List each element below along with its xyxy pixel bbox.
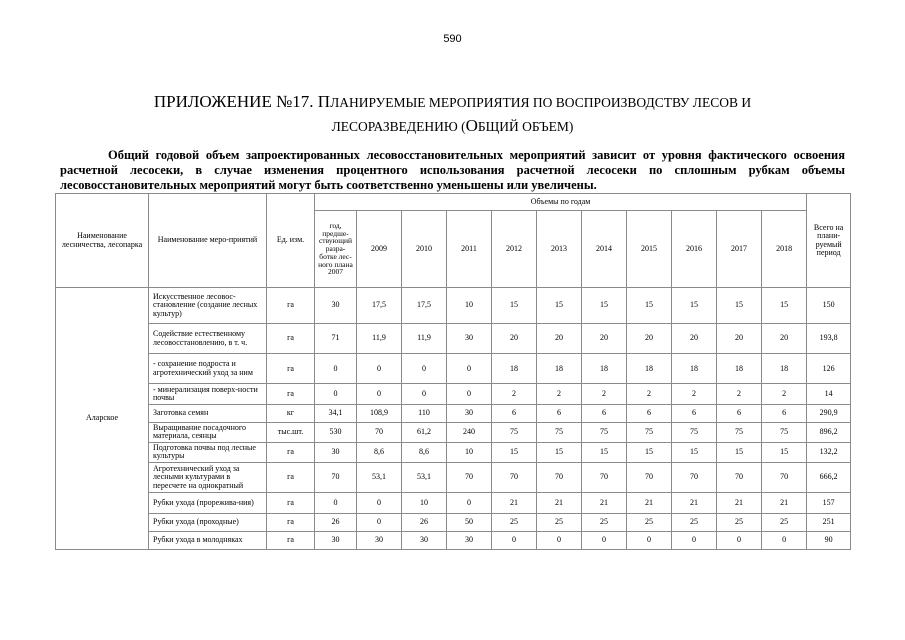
- header-year-2014: 2014: [582, 211, 627, 288]
- table-row: [56, 514, 851, 532]
- activity-cell: Подготовка почвы под лесные культуры: [149, 442, 267, 462]
- year-value-cell: 30: [402, 531, 447, 549]
- year-value-cell: 70: [492, 462, 537, 492]
- unit-cell: га: [267, 462, 315, 492]
- unit-cell: га: [267, 531, 315, 549]
- prev-year-cell: 30: [315, 531, 357, 549]
- unit-cell: тыс.шт.: [267, 422, 315, 442]
- year-value-cell: 21: [672, 492, 717, 513]
- reforestation-table: [55, 193, 851, 550]
- year-value-cell: 25: [672, 514, 717, 532]
- year-value-cell: 15: [492, 442, 537, 462]
- year-value-cell: 11,9: [357, 323, 402, 353]
- table-row: [56, 422, 851, 442]
- header-year-2016: 2016: [672, 211, 717, 288]
- year-value-cell: 75: [627, 422, 672, 442]
- year-value-cell: 17,5: [357, 288, 402, 324]
- year-value-cell: 0: [672, 531, 717, 549]
- year-value-cell: 15: [672, 288, 717, 324]
- prev-year-cell: 30: [315, 288, 357, 324]
- year-value-cell: 18: [672, 354, 717, 384]
- table-row: [56, 462, 851, 492]
- total-cell: 90: [807, 531, 851, 549]
- unit-cell: га: [267, 323, 315, 353]
- year-value-cell: 10: [447, 288, 492, 324]
- title-line2-o: О: [465, 116, 478, 135]
- intro-paragraph: Общий годовой объем запроектированных лесовосстановительных мероприятий зависит от уровня фактического освоения расчетной лесосеки, в случае изменения процентного использования расчетной лесосеки по сплошным рубкам объемы лесовосстановительных мероприятий могут быть соответственно уменьшены или увеличены.: [60, 148, 845, 192]
- title-line2-rest: БЩИЙ ОБЪЕМ): [477, 119, 574, 134]
- year-value-cell: 10: [402, 492, 447, 513]
- year-value-cell: 15: [762, 288, 807, 324]
- year-value-cell: 21: [627, 492, 672, 513]
- year-value-cell: 6: [627, 404, 672, 422]
- year-value-cell: 15: [762, 442, 807, 462]
- year-value-cell: 75: [672, 422, 717, 442]
- year-value-cell: 2: [537, 384, 582, 404]
- year-value-cell: 70: [582, 462, 627, 492]
- year-value-cell: 75: [717, 422, 762, 442]
- year-value-cell: 21: [492, 492, 537, 513]
- year-value-cell: 6: [582, 404, 627, 422]
- prev-year-cell: 71: [315, 323, 357, 353]
- total-cell: 290,9: [807, 404, 851, 422]
- year-value-cell: 108,9: [357, 404, 402, 422]
- year-value-cell: 15: [492, 288, 537, 324]
- header-year-2010: 2010: [402, 211, 447, 288]
- prev-year-cell: 30: [315, 442, 357, 462]
- year-value-cell: 20: [537, 323, 582, 353]
- year-value-cell: 0: [537, 531, 582, 549]
- year-value-cell: 61,2: [402, 422, 447, 442]
- unit-cell: га: [267, 354, 315, 384]
- prev-year-cell: 530: [315, 422, 357, 442]
- year-value-cell: 75: [537, 422, 582, 442]
- header-year-2011: 2011: [447, 211, 492, 288]
- total-cell: 132,2: [807, 442, 851, 462]
- year-value-cell: 70: [357, 422, 402, 442]
- activity-cell: Заготовка семян: [149, 404, 267, 422]
- year-value-cell: 70: [762, 462, 807, 492]
- unit-cell: га: [267, 288, 315, 324]
- header-unit: Ед. изм.: [267, 194, 315, 288]
- activity-cell: Рубки ухода в молодняках: [149, 531, 267, 549]
- forestry-name: Аларское: [56, 288, 149, 550]
- year-value-cell: 6: [762, 404, 807, 422]
- year-value-cell: 30: [357, 531, 402, 549]
- header-year-2018: 2018: [762, 211, 807, 288]
- total-cell: 157: [807, 492, 851, 513]
- title-line1-rest: ЛАНИРУЕМЫЕ МЕРОПРИЯТИЯ ПО ВОСПРОИЗВОДСТВУ ЛЕСОВ И: [330, 95, 752, 110]
- year-value-cell: 15: [582, 442, 627, 462]
- year-value-cell: 15: [582, 288, 627, 324]
- activity-cell: Рубки ухода (прорежива-ния): [149, 492, 267, 513]
- unit-cell: га: [267, 492, 315, 513]
- table-row: [56, 323, 851, 353]
- unit-cell: га: [267, 514, 315, 532]
- year-value-cell: 70: [672, 462, 717, 492]
- header-activity: Наименование меро-приятий: [149, 194, 267, 288]
- prev-year-cell: 0: [315, 492, 357, 513]
- header-year-2012: 2012: [492, 211, 537, 288]
- table-row: [56, 404, 851, 422]
- year-value-cell: 70: [447, 462, 492, 492]
- table-row: [56, 288, 851, 324]
- title-line2: ЛЕСОРАЗВЕДЕНИЮ (: [331, 119, 466, 134]
- year-value-cell: 240: [447, 422, 492, 442]
- year-value-cell: 2: [627, 384, 672, 404]
- year-value-cell: 10: [447, 442, 492, 462]
- year-value-cell: 75: [762, 422, 807, 442]
- total-cell: 896,2: [807, 422, 851, 442]
- total-cell: 14: [807, 384, 851, 404]
- year-value-cell: 20: [717, 323, 762, 353]
- prev-year-cell: 26: [315, 514, 357, 532]
- page-number: 590: [443, 33, 462, 45]
- year-value-cell: 70: [537, 462, 582, 492]
- year-value-cell: 30: [447, 404, 492, 422]
- unit-cell: га: [267, 384, 315, 404]
- prev-year-cell: 0: [315, 354, 357, 384]
- year-value-cell: 11,9: [402, 323, 447, 353]
- prev-year-cell: 70: [315, 462, 357, 492]
- year-value-cell: 70: [627, 462, 672, 492]
- year-value-cell: 25: [717, 514, 762, 532]
- year-value-cell: 0: [357, 384, 402, 404]
- year-value-cell: 6: [492, 404, 537, 422]
- year-value-cell: 8,6: [402, 442, 447, 462]
- year-value-cell: 15: [627, 442, 672, 462]
- year-value-cell: 21: [762, 492, 807, 513]
- year-value-cell: 0: [447, 354, 492, 384]
- year-value-cell: 6: [537, 404, 582, 422]
- year-value-cell: 75: [582, 422, 627, 442]
- header-forestry: Наименование лесничества, лесопарка: [56, 194, 149, 288]
- year-value-cell: 0: [717, 531, 762, 549]
- header-year-2017: 2017: [717, 211, 762, 288]
- year-value-cell: 0: [357, 514, 402, 532]
- table-row: [56, 354, 851, 384]
- year-value-cell: 18: [627, 354, 672, 384]
- year-value-cell: 15: [717, 288, 762, 324]
- activity-cell: Искусственное лесовос-становление (создание лесных культур): [149, 288, 267, 324]
- header-year-2015: 2015: [627, 211, 672, 288]
- year-value-cell: 0: [447, 384, 492, 404]
- prev-year-cell: 34,1: [315, 404, 357, 422]
- total-cell: 126: [807, 354, 851, 384]
- year-value-cell: 25: [762, 514, 807, 532]
- page-title: [60, 90, 845, 138]
- year-value-cell: 53,1: [357, 462, 402, 492]
- activity-cell: Выращивание посадочного материала, сеянцы: [149, 422, 267, 442]
- year-value-cell: 25: [537, 514, 582, 532]
- total-cell: 150: [807, 288, 851, 324]
- year-value-cell: 30: [447, 323, 492, 353]
- year-value-cell: 0: [447, 492, 492, 513]
- year-value-cell: 2: [717, 384, 762, 404]
- year-value-cell: 18: [717, 354, 762, 384]
- header-volumes-by-year: Объемы по годам: [315, 194, 807, 211]
- year-value-cell: 15: [537, 288, 582, 324]
- year-value-cell: 20: [627, 323, 672, 353]
- year-value-cell: 18: [762, 354, 807, 384]
- year-value-cell: 30: [447, 531, 492, 549]
- year-value-cell: 15: [537, 442, 582, 462]
- year-value-cell: 18: [492, 354, 537, 384]
- year-value-cell: 2: [672, 384, 717, 404]
- year-value-cell: 17,5: [402, 288, 447, 324]
- year-value-cell: 18: [537, 354, 582, 384]
- year-value-cell: 20: [492, 323, 537, 353]
- activity-cell: Агротехнический уход за лесными культурами в пересчете на однократный: [149, 462, 267, 492]
- year-value-cell: 0: [357, 354, 402, 384]
- table-row: [56, 384, 851, 404]
- year-value-cell: 8,6: [357, 442, 402, 462]
- activity-cell: - сохранение подроста и агротехнический уход за ним: [149, 354, 267, 384]
- table-row: [56, 531, 851, 549]
- year-value-cell: 21: [537, 492, 582, 513]
- year-value-cell: 2: [492, 384, 537, 404]
- year-value-cell: 18: [582, 354, 627, 384]
- year-value-cell: 25: [492, 514, 537, 532]
- year-value-cell: 25: [627, 514, 672, 532]
- header-year-2009: 2009: [357, 211, 402, 288]
- year-value-cell: 0: [492, 531, 537, 549]
- year-value-cell: 0: [627, 531, 672, 549]
- year-value-cell: 20: [672, 323, 717, 353]
- year-value-cell: 6: [672, 404, 717, 422]
- activity-cell: Содействие естественному лесовосстановлению, в т. ч.: [149, 323, 267, 353]
- year-value-cell: 0: [357, 492, 402, 513]
- year-value-cell: 75: [492, 422, 537, 442]
- year-value-cell: 50: [447, 514, 492, 532]
- year-value-cell: 15: [717, 442, 762, 462]
- year-value-cell: 2: [762, 384, 807, 404]
- year-value-cell: 25: [582, 514, 627, 532]
- year-value-cell: 0: [402, 384, 447, 404]
- activity-cell: - минерализация поверх-ности почвы: [149, 384, 267, 404]
- year-value-cell: 6: [717, 404, 762, 422]
- year-value-cell: 20: [762, 323, 807, 353]
- header-year-2013: 2013: [537, 211, 582, 288]
- year-value-cell: 0: [402, 354, 447, 384]
- total-cell: 251: [807, 514, 851, 532]
- year-value-cell: 2: [582, 384, 627, 404]
- year-value-cell: 0: [582, 531, 627, 549]
- unit-cell: га: [267, 442, 315, 462]
- header-prev-year: год, предше-ствующий разра-ботке лес-ного плана 2007: [315, 211, 357, 288]
- year-value-cell: 15: [627, 288, 672, 324]
- unit-cell: кг: [267, 404, 315, 422]
- year-value-cell: 15: [672, 442, 717, 462]
- total-cell: 666,2: [807, 462, 851, 492]
- activity-cell: Рубки ухода (проходные): [149, 514, 267, 532]
- year-value-cell: 70: [717, 462, 762, 492]
- title-prefix: ПРИЛОЖЕНИЕ №17. П: [153, 92, 331, 111]
- year-value-cell: 21: [717, 492, 762, 513]
- total-cell: 193,8: [807, 323, 851, 353]
- year-value-cell: 0: [762, 531, 807, 549]
- year-value-cell: 26: [402, 514, 447, 532]
- prev-year-cell: 0: [315, 384, 357, 404]
- year-value-cell: 53,1: [402, 462, 447, 492]
- table-row: [56, 492, 851, 513]
- table-row: [56, 442, 851, 462]
- year-value-cell: 20: [582, 323, 627, 353]
- header-total: Всего на плани-руемый период: [807, 194, 851, 288]
- year-value-cell: 110: [402, 404, 447, 422]
- year-value-cell: 21: [582, 492, 627, 513]
